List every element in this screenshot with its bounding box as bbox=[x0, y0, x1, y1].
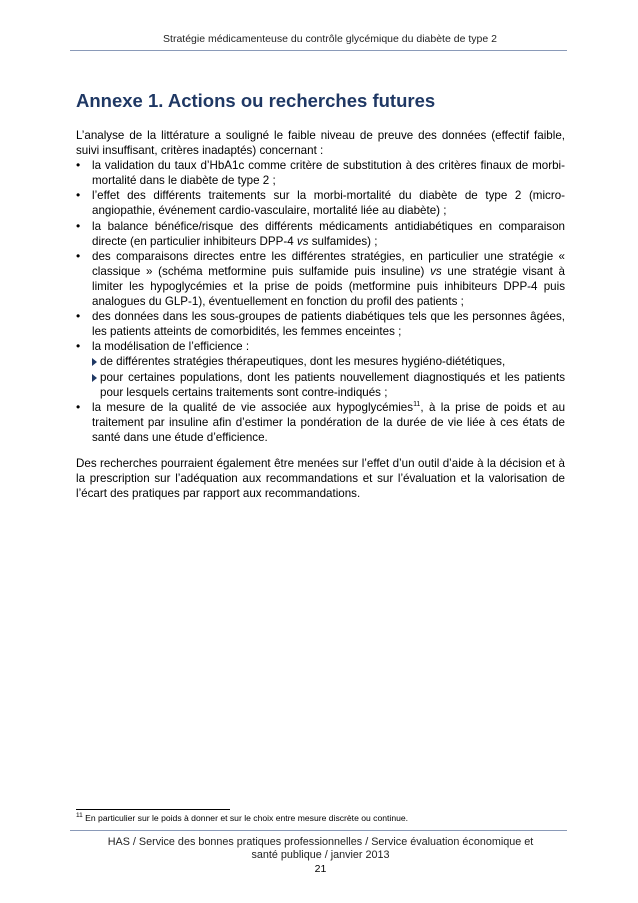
findings-list bbox=[76, 158, 565, 445]
body-text bbox=[76, 128, 565, 501]
list-item bbox=[76, 339, 565, 399]
list-item: • l’effet des différents traitements sur la morbi-mortalité du diabète de type 2 (micro-angiopathie, événement cardio-vasculaire, mortalité liée au diabète) ; bbox=[76, 188, 565, 218]
footnote-number: 11 bbox=[76, 812, 83, 820]
arrow-bullet-icon bbox=[92, 358, 97, 366]
footnote bbox=[76, 813, 565, 823]
closing-paragraph: Des recherches pourraient également être menées sur l’effet d’un outil d’aide à la décision et à la prescription sur l’adéquation aux recommandations et sur l’évaluation et la valorisation de l’écart des pratiques par rapport aux recommandations. bbox=[76, 456, 565, 501]
list-item: • la validation du taux d’HbA1c comme critère de substitution à des critères finaux de morbi-mortalité dans le diabète de type 2 ; bbox=[76, 158, 565, 188]
list-item: • des données dans les sous-groupes de patients diabétiques tels que les personnes âgées, les patients atteints de comorbidités, les femmes enceintes ; bbox=[76, 309, 565, 339]
footer-line-1: HAS / Service des bonnes pratiques professionnelles / Service évaluation économique et bbox=[107, 836, 534, 848]
list-item-label: la modélisation de l’efficience : bbox=[92, 340, 250, 354]
list-item-text: la balance bénéfice/risque des différents médicaments antidiabétiques en comparaison directe (en particulier inhibiteurs DPP-4 vs sulfamides) ; bbox=[92, 219, 565, 248]
list-item bbox=[76, 400, 565, 445]
running-header: Stratégie médicamenteuse du contrôle glycémique du diabète de type 2 bbox=[163, 33, 497, 45]
footnote-rule bbox=[76, 809, 230, 810]
footnote-text: En particulier sur le poids à donner et sur le choix entre mesure discrète ou continue. bbox=[85, 813, 409, 823]
list-item: • des comparaisons directes entre les différentes stratégies, en particulier une stratégie « classique » (schéma metformine puis sulfamide puis insuline) vs une stratégie visant à limiter les hypoglycémies et la prise de poids (metformine puis inhibiteurs DPP-4 puis analogues du GLP-1), éventuellement en fonction du profil des patients ; bbox=[76, 249, 565, 309]
header-rule bbox=[70, 50, 567, 51]
section-title: Annexe 1. Actions ou recherches futures bbox=[76, 90, 436, 111]
page-footer bbox=[76, 836, 565, 862]
arrow-bullet-icon bbox=[92, 374, 97, 382]
sub-list-item bbox=[92, 370, 565, 400]
sub-list-item bbox=[92, 354, 565, 369]
footnote-reference[interactable]: 11 bbox=[413, 400, 421, 408]
footer-rule bbox=[70, 830, 567, 831]
sub-list-item-text: pour certaines populations, dont les patients nouvellement diagnostiqués et les patients pour lesquels certains traitements sont contre-indiqués ; bbox=[100, 370, 565, 399]
list-item bbox=[76, 219, 565, 249]
footer-line-2: santé publique / janvier 2013 bbox=[251, 849, 390, 861]
list-item-text: la mesure de la qualité de vie associée aux hypoglycémies bbox=[92, 400, 414, 414]
intro-paragraph: L’analyse de la littérature a souligné le faible niveau de preuve des données (effectif faible, suivi insuffisant, critères inadaptés) concernant : bbox=[76, 129, 565, 158]
sub-list bbox=[92, 354, 565, 399]
sub-list-item-text: de différentes stratégies thérapeutiques, dont les mesures hygiéno-diététiques, bbox=[100, 355, 506, 369]
page-number: 21 bbox=[314, 863, 327, 875]
list-item-text-continued: , à la prise de poids et au traitement par insuline afin d’estimer la pondération de la durée de vie liée à ces états de santé dans une étude d’efficience. bbox=[92, 400, 566, 444]
